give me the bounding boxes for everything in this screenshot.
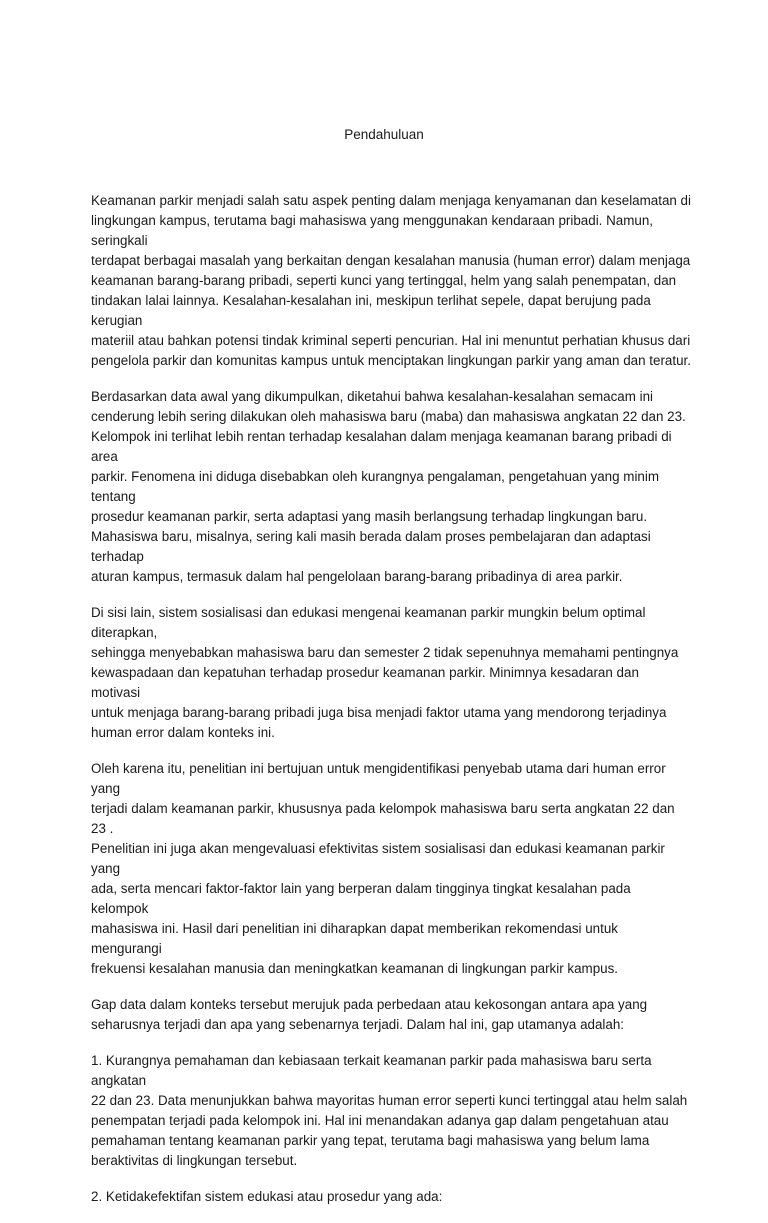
document-body bbox=[91, 191, 691, 1223]
page-title: Pendahuluan bbox=[344, 127, 424, 142]
paragraph: Berdasarkan data awal yang dikumpulkan, diketahui bahwa kesalahan-kesalahan semacam ini cenderung lebih sering dilakukan oleh mahasiswa baru (maba) dan mahasiswa angkatan 22 dan 23. Kelompok ini terlihat lebih rentan terhadap kesalahan dalam menjaga keamanan barang pribadi di area parkir. Fenomena ini diduga disebabkan oleh kurangnya pengalaman, pengetahuan yang minim tentang prosedur keamanan parkir, serta adaptasi yang masih berlangsung terhadap lingkungan baru. Mahasiswa baru, misalnya, sering kali masih berada dalam proses pembelajaran dan adaptasi terhadap aturan kampus, termasuk dalam hal pengelolaan barang-barang pribadinya di area parkir. bbox=[91, 389, 686, 584]
paragraph: Oleh karena itu, penelitian ini bertujuan untuk mengidentifikasi penyebab utama dari human error yang terjadi dalam keamanan parkir, khususnya pada kelompok mahasiswa baru serta angkatan 22 dan 23 . Penelitian ini juga akan mengevaluasi efektivitas sistem sosialisasi dan edukasi keamanan parkir yang ada, serta mencari faktor-faktor lain yang berperan dalam tingginya tingkat kesalahan pada kelompok mahasiswa ini. Hasil dari penelitian ini diharapkan dapat memberikan rekomendasi untuk mengurangi frekuensi kesalahan manusia dan meningkatkan keamanan di lingkungan parkir kampus. bbox=[91, 761, 675, 976]
list-item: 1. Kurangnya pemahaman dan kebiasaan terkait keamanan parkir pada mahasiswa baru serta angkatan 22 dan 23. Data menunjukkan bahwa mayoritas human error seperti kunci tertinggal atau helm salah penempatan terjadi pada kelompok ini. Hal ini menandakan adanya gap dalam pengetahuan atau pemahaman tentang keamanan parkir yang tepat, terutama bagi mahasiswa yang belum lama beraktivitas di lingkungan tersebut. bbox=[91, 1053, 688, 1168]
paragraph: Keamanan parkir menjadi salah satu aspek penting dalam menjaga kenyamanan dan keselamatan di lingkungan kampus, terutama bagi mahasiswa yang menggunakan kendaraan pribadi. Namun, seringkali terdapat berbagai masalah yang berkaitan dengan kesalahan manusia (human error) dalam menjaga keamanan barang-barang pribadi, seperti kunci yang tertinggal, helm yang salah penempatan, dan tindakan lalai lainnya. Kesalahan-kesalahan ini, meskipun terlihat sepele, dapat berujung pada kerugian materiil atau bahkan potensi tindak kriminal seperti pencurian. Hal ini menuntut perhatian khusus dari pengelola parkir dan komunitas kampus untuk menciptakan lingkungan parkir yang aman dan teratur. bbox=[91, 193, 691, 368]
paragraph: Di sisi lain, sistem sosialisasi dan edukasi mengenai keamanan parkir mungkin belum optimal diterapkan, sehingga menyebabkan mahasiswa baru dan semester 2 tidak sepenuhnya memahami pentingnya kewaspadaan dan kepatuhan terhadap prosedur keamanan parkir. Minimnya kesadaran dan motivasi untuk menjaga barang-barang pribadi juga bisa menjadi faktor utama yang mendorong terjadinya human error dalam konteks ini. bbox=[91, 605, 679, 740]
paragraph: Gap data dalam konteks tersebut merujuk pada perbedaan atau kekosongan antara apa yang seharusnya terjadi dan apa yang sebenarnya terjadi. Dalam hal ini, gap utamanya adalah: bbox=[91, 997, 648, 1032]
list-item: 2. Ketidakefektifan sistem edukasi atau prosedur yang ada: bbox=[91, 1189, 443, 1204]
